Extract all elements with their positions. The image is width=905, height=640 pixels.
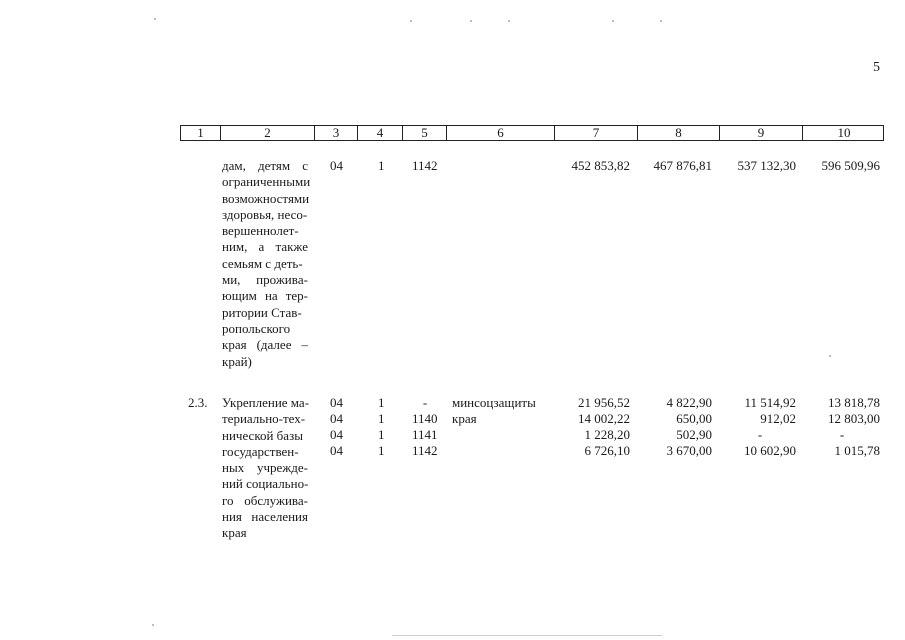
row1-col5: 1142 [412, 158, 438, 173]
row2-col4-line: 1 [378, 427, 385, 442]
header-col-10: 10 [837, 125, 851, 140]
row2-col10-line: 1 015,78 [834, 443, 880, 458]
row1-col4: 1 [378, 158, 385, 173]
scan-artifact [152, 624, 154, 626]
row2-col10-line: - [839, 427, 845, 442]
row2-desc-line: края [222, 525, 247, 541]
row2-col8-line: 650,00 [676, 411, 712, 426]
row2-col3-line: 04 [330, 395, 343, 410]
header-col-6: 6 [447, 126, 555, 140]
row1-col3: 04 [330, 158, 343, 173]
row2-col6-line: края [452, 411, 477, 426]
row2-col9-line: 11 514,92 [744, 395, 796, 410]
scan-artifact [410, 20, 412, 22]
row2-col5-line: 1142 [412, 443, 438, 458]
scan-artifact [508, 20, 510, 22]
row2-desc-line: государствен- [222, 443, 299, 459]
row2-col5-line: 1140 [412, 411, 438, 426]
row1-col7: 452 853,82 [571, 158, 630, 173]
row1-desc-line: вершеннолет- [222, 223, 299, 239]
row2-desc-line: ний социально- [222, 476, 309, 492]
row2-col9-line: 10 602,90 [744, 443, 796, 458]
row1-desc-line: ющим на тер- [222, 288, 308, 304]
header-col-4: 4 [358, 126, 403, 140]
row2-desc-line: Укрепление ма- [222, 395, 310, 410]
row2-col10-line: 13 818,78 [828, 395, 880, 410]
row2-col5-line: - [422, 395, 428, 410]
scan-artifact [660, 20, 662, 22]
page-number: 5 [873, 60, 880, 75]
row2-desc-line: ния населения [222, 509, 308, 525]
scan-artifact [392, 635, 662, 636]
row2-col7-line: 14 002,22 [578, 411, 630, 426]
header-col-9: 9 [720, 126, 803, 140]
row1-col10: 596 509,96 [821, 158, 880, 173]
row2-col4-line: 1 [378, 443, 385, 458]
row2-desc-line: териально-тех- [222, 411, 306, 427]
row1-col8: 467 876,81 [653, 158, 712, 173]
row2-col8-line: 502,90 [676, 427, 712, 442]
row2-col9-line: 912,02 [760, 411, 796, 426]
header-col-5: 5 [403, 126, 447, 140]
row2-col7-line: 21 956,52 [578, 395, 630, 410]
row2-col8-line: 4 822,90 [666, 395, 712, 410]
row1-desc-line: ним, а также [222, 239, 308, 255]
row2-col4-line: 1 [378, 395, 385, 410]
table-header-row [180, 125, 884, 141]
row2-col9-line: - [757, 427, 763, 442]
row1-desc-line: ми, проживa- [222, 272, 308, 288]
scan-artifact [612, 20, 614, 22]
header-col-8: 8 [638, 126, 720, 140]
row1-desc-line: возможностями [222, 190, 310, 206]
row2-col7-line: 6 726,10 [584, 443, 630, 458]
scan-artifact [154, 18, 156, 20]
row2-col3-line: 04 [330, 443, 343, 458]
row1-desc-line: края (далее – [222, 337, 308, 353]
row1-desc-line: ритории Став- [222, 304, 302, 320]
row2-desc-line: ных учрежде- [222, 460, 308, 476]
row1-desc-line: семьям с деть- [222, 255, 303, 271]
header-col-3: 3 [315, 126, 358, 140]
row2-col5-line: 1141 [412, 427, 438, 442]
row2-description [222, 395, 308, 542]
row2-desc-line: нической базы [222, 427, 303, 443]
row1-desc-line: край) [222, 353, 252, 369]
row2-number: 2.3. [188, 395, 208, 410]
header-col-2: 2 [221, 126, 315, 140]
row1-desc-line: ограниченными [222, 174, 311, 190]
row2-col10-line: 12 803,00 [828, 411, 880, 426]
header-col-7: 7 [555, 126, 638, 140]
row1-desc-line: здоровья, несо- [222, 206, 308, 222]
header-col-1: 1 [181, 126, 221, 140]
row2-col3-line: 04 [330, 411, 343, 426]
row2-col6-line: минсоцзащиты [452, 395, 536, 410]
row2-col8-line: 3 670,00 [666, 443, 712, 458]
row2-col3-line: 04 [330, 427, 343, 442]
row2-col7-line: 1 228,20 [584, 427, 630, 442]
scan-artifact [470, 20, 472, 22]
row1-col9: 537 132,30 [737, 158, 796, 173]
row2-desc-line: го обслужива- [222, 492, 308, 508]
row1-desc-line: ропольского [222, 320, 291, 336]
scan-artifact [829, 355, 831, 357]
row1-description [222, 158, 311, 370]
row2-col4-line: 1 [378, 411, 385, 426]
row1-desc-line: дам, детям с [222, 158, 308, 173]
